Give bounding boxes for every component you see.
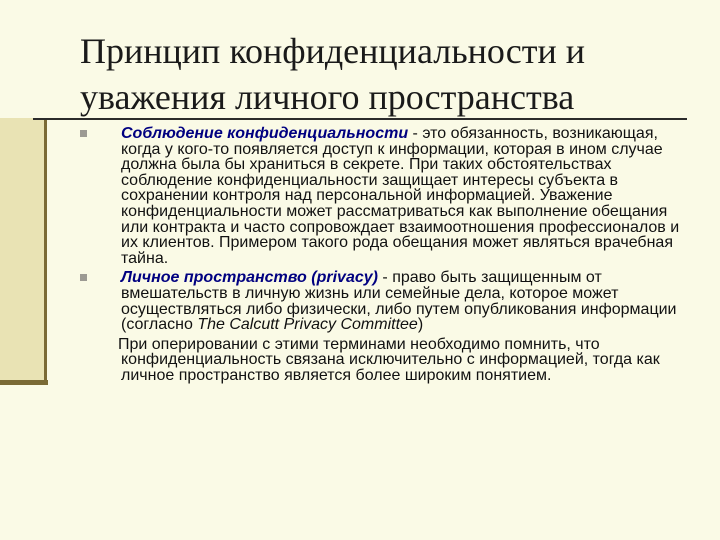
bullet-square-icon xyxy=(80,274,87,281)
bullet-item-privacy xyxy=(80,270,685,332)
citation-close: ) xyxy=(417,316,424,334)
closing-note: При оперировании с этими терминами необходимо помнить, что конфиденциальность связана исключительно с информацией, тогда как личное пространство является более широким понятием. xyxy=(118,335,660,384)
bullet-square-icon xyxy=(80,130,87,137)
term-privacy: Личное пространство (privacy) xyxy=(121,269,378,287)
slide-body xyxy=(80,126,685,384)
definition-confidentiality: - это обязанность, возникающая, когда у кого-то появляется доступ к информации, которая в ином случае должна была бы храниться в секрете. При таких обстоятельствах соблюдение конфиденциальности защищает интересы субъекта в сохранении контроля над персональной информацией. Уважение конфиденциальности может рассматриваться как выполнение обещания или контракта и часто сопровождает взаимоотношения профессионалов и их клиентов. Примером такого рода обещания может являться врачебная тайна. xyxy=(121,125,680,267)
bullet-item-confidentiality xyxy=(80,126,685,266)
sidebar-edge xyxy=(44,118,47,384)
title-line-2: уважения личного пространства xyxy=(80,77,575,117)
sidebar-bottom-rule xyxy=(0,380,48,385)
definition-privacy: - право быть защищенным от вмешательств в личную жизнь или семейные дела, которое может осуществляться либо физически, либо путем опубликования информации (согласно xyxy=(121,269,677,334)
sidebar-accent xyxy=(0,118,47,384)
sidebar-top xyxy=(0,0,47,118)
term-confidentiality: Соблюдение конфиденциальности xyxy=(121,125,409,142)
slide-title xyxy=(80,28,680,120)
title-divider xyxy=(33,118,687,120)
source-citation: The Calcutt Privacy Committee xyxy=(197,316,418,334)
title-line-1: Принцип конфиденциальности и xyxy=(80,31,586,71)
